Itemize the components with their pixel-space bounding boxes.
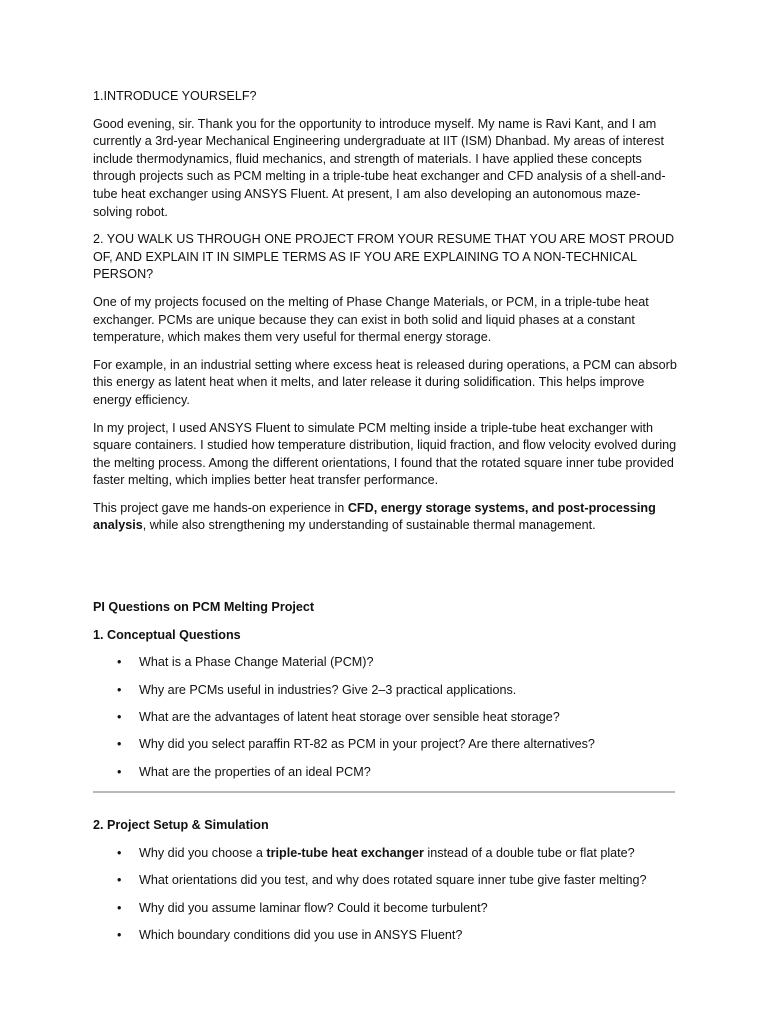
bullet-icon: • <box>117 764 122 779</box>
list-item-text-start: Why did you choose a <box>139 845 267 860</box>
list-item-text: What is a Phase Change Material (PCM)? <box>139 655 374 670</box>
section-2-list <box>93 845 678 945</box>
list-item-text: What are the properties of an ideal PCM? <box>139 764 371 779</box>
list-item <box>93 927 678 945</box>
q1-answer: Good evening, sir. Thank you for the opportunity to introduce myself. My name is Ravi Kant, and I am currently a 3rd-year Mechanical Engineering undergraduate at IIT (ISM) Dhanbad. My areas of interest include thermodynamics, fluid mechanics, and strength of materials. I have applied these concepts through projects such as PCM melting in a triple-tube heat exchanger and CFD analysis of a shell-and-tube heat exchanger using ANSYS Fluent. At present, I am also developing an autonomous maze-solving robot. <box>93 116 666 219</box>
list-item-text: Why did you assume laminar flow? Could it become turbulent? <box>139 900 488 915</box>
list-item-text: Why are PCMs useful in industries? Give 2–3 practical applications. <box>139 682 517 697</box>
q2-question: 2. YOU WALK US THROUGH ONE PROJECT FROM YOUR RESUME THAT YOU ARE MOST PROUD OF, AND EXPLAIN IT IN SIMPLE TERMS AS IF YOU ARE EXPLAINING TO A NON-TECHNICAL PERSON? <box>93 232 675 282</box>
list-item <box>93 845 678 863</box>
bullet-icon: • <box>117 900 122 915</box>
bullet-icon: • <box>117 845 122 860</box>
q2-paragraph-4-bold: CFD, energy storage systems, and post-processing analysis <box>93 500 656 533</box>
section-1-title: 1. Conceptual Questions <box>93 627 241 642</box>
horizontal-divider <box>93 791 675 793</box>
list-item <box>93 764 678 782</box>
document-content <box>93 88 678 954</box>
list-item-text: What are the advantages of latent heat storage over sensible heat storage? <box>139 710 560 725</box>
list-item-text-end: instead of a double tube or flat plate? <box>423 845 635 860</box>
list-item <box>93 709 678 727</box>
q1-question: 1.INTRODUCE YOURSELF? <box>93 89 257 103</box>
bullet-icon: • <box>117 873 122 888</box>
list-item-text: Why did you select paraffin RT-82 as PCM in your project? Are there alternatives? <box>139 737 595 752</box>
pi-title: PI Questions on PCM Melting Project <box>93 600 315 615</box>
section-2-title: 2. Project Setup & Simulation <box>93 818 269 833</box>
bullet-icon: • <box>117 655 122 670</box>
q2-paragraph-4 <box>93 500 678 535</box>
list-item-text-bold: triple-tube heat exchanger <box>266 845 424 860</box>
q2-paragraph-1: One of my projects focused on the melting of Phase Change Materials, or PCM, in a triple-tube heat exchanger. PCMs are unique because they can exist in both solid and liquid phases at a constant temperature, which makes them very useful for thermal energy storage. <box>93 294 649 345</box>
list-item-text: What orientations did you test, and why does rotated square inner tube give faster melting? <box>139 873 647 888</box>
list-item <box>93 900 678 918</box>
list-item <box>93 872 678 890</box>
q2-paragraph-2: For example, in an industrial setting where excess heat is released during operations, a PCM can absorb this energy as latent heat when it melts, and later release it during solidification. This helps improve energy efficiency. <box>93 357 677 407</box>
list-item-text: Which boundary conditions did you use in ANSYS Fluent? <box>139 927 463 942</box>
bullet-icon: • <box>117 682 122 697</box>
list-item <box>93 654 678 672</box>
q2-paragraph-4-end: , while also strengthening my understanding of sustainable thermal management. <box>142 518 596 533</box>
spacer <box>93 545 678 599</box>
list-item <box>93 682 678 700</box>
q2-paragraph-4-start: This project gave me hands-on experience in <box>93 500 348 515</box>
section-1-list <box>93 654 678 781</box>
q2-paragraph-3: In my project, I used ANSYS Fluent to simulate PCM melting inside a triple-tube heat exchanger with square containers. I studied how temperature distribution, liquid fraction, and flow velocity evolved during the melting process. Among the different orientations, I found that the rotated square inner tube provided faster melting, which implies better heat transfer performance. <box>93 420 677 488</box>
list-item <box>93 736 678 754</box>
bullet-icon: • <box>117 710 122 725</box>
bullet-icon: • <box>117 737 122 752</box>
bullet-icon: • <box>117 927 122 942</box>
